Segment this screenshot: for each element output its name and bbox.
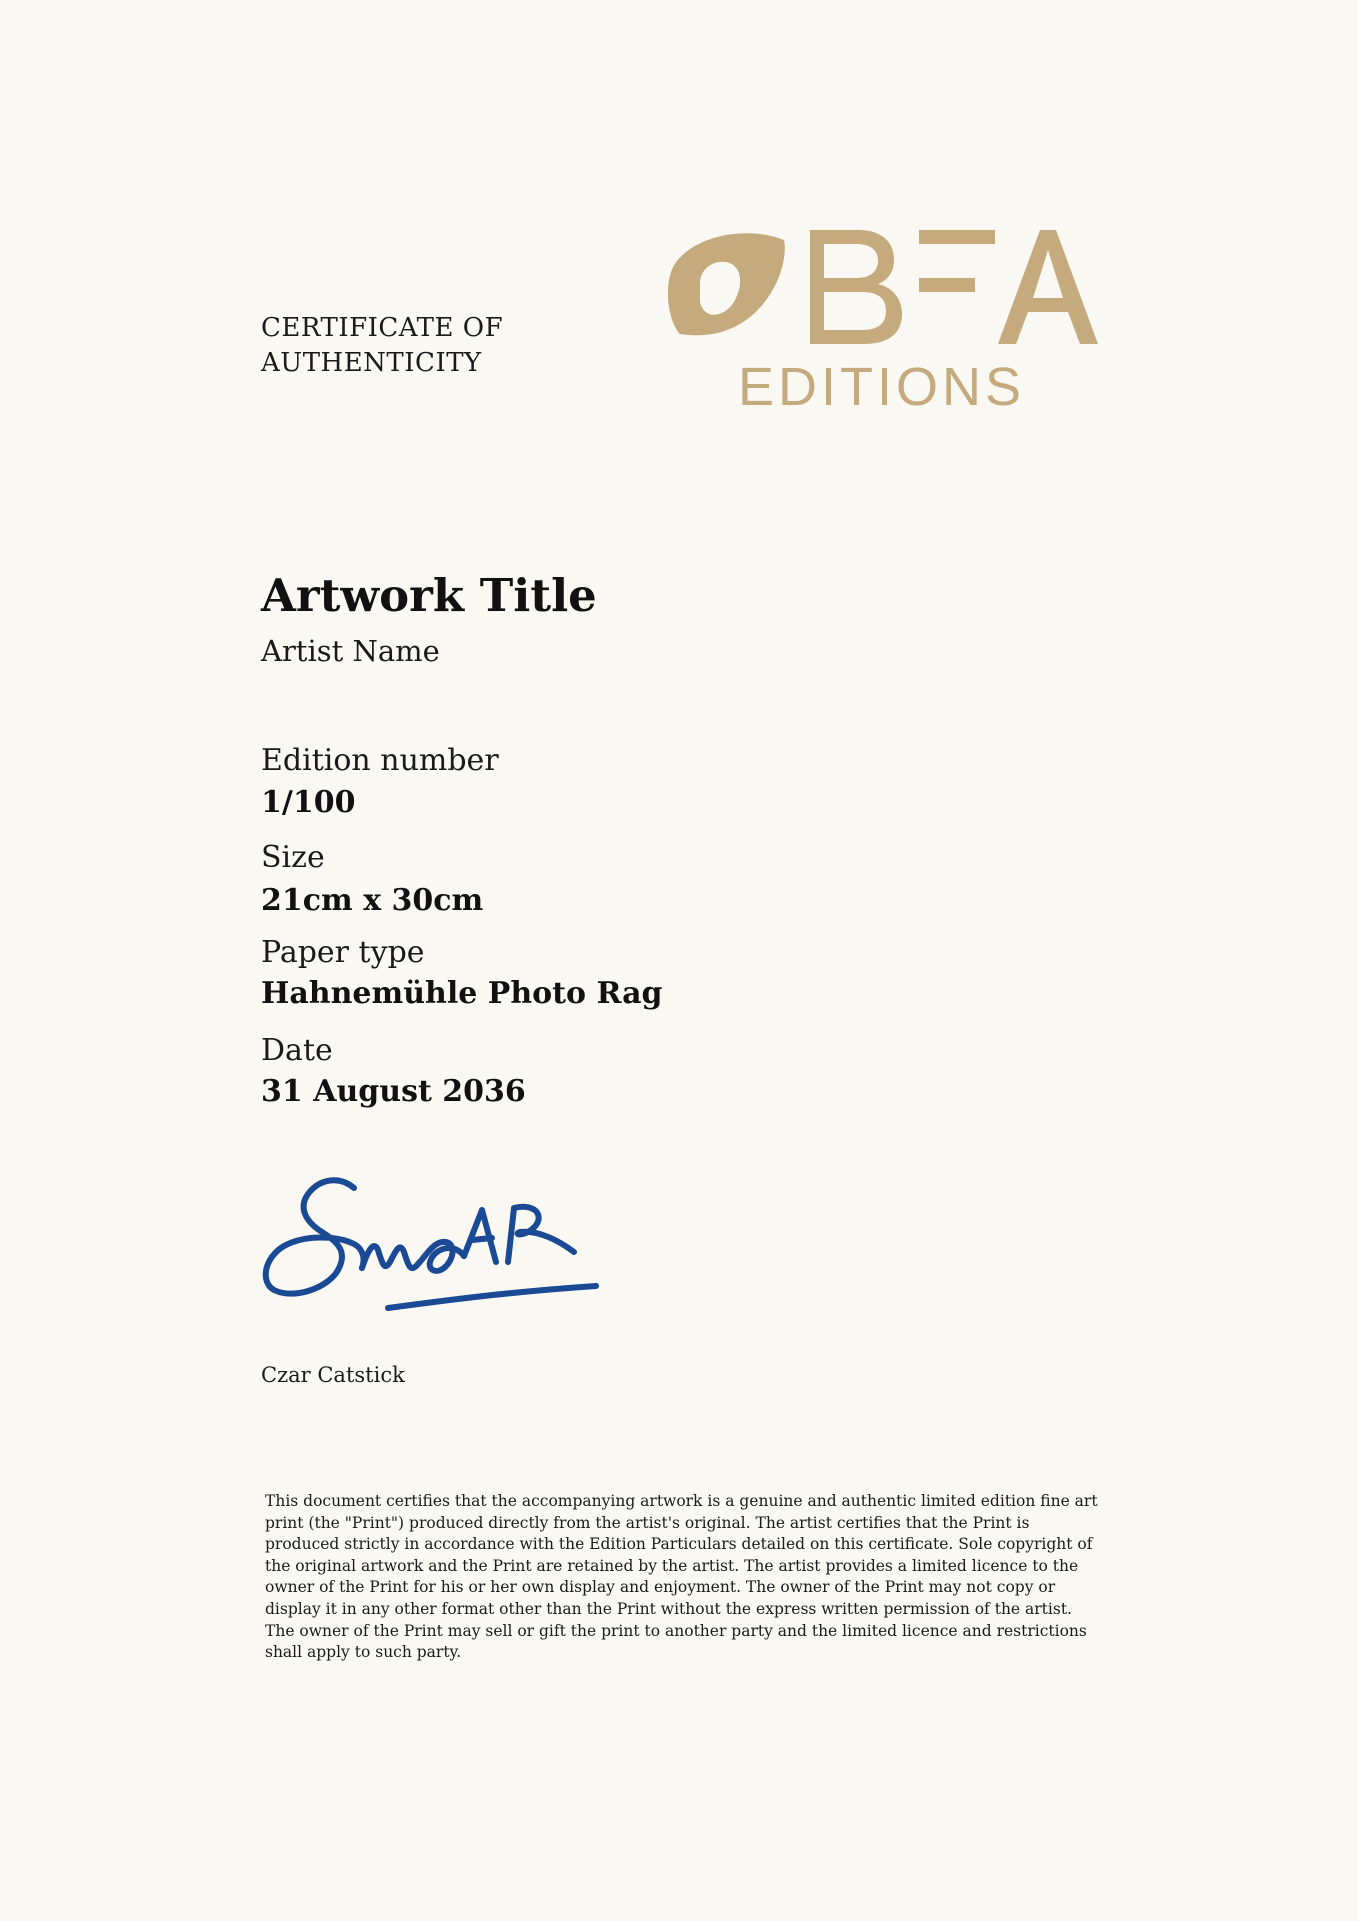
artwork-title: Artwork Title (261, 569, 597, 622)
certificate-heading-line1: CERTIFICATE OF (261, 313, 504, 343)
size-value: 21cm x 30cm (261, 883, 484, 918)
paper-type-label: Paper type (261, 935, 425, 970)
logo-letter-b (810, 230, 902, 344)
date-value: 31 August 2036 (261, 1074, 526, 1109)
logo-editions-text: EDITIONS (738, 357, 1026, 414)
certificate-heading-line2: AUTHENTICITY (261, 348, 482, 378)
artist-name: Artist Name (261, 634, 440, 668)
certificate-heading (261, 311, 503, 381)
edition-number-label: Edition number (261, 743, 499, 778)
date-label: Date (261, 1033, 333, 1068)
size-label: Size (261, 840, 325, 875)
legal-statement: This document certifies that the accompanying artwork is a genuine and authentic limited edition fine art print (the "Print") produced directly from the artist's original. The artist certifies that the Print is produced strictly in accordance with the Edition Particulars detailed on this certificate. Sole copyright of the original artwork and the Print are retained by the artist. The artist provides a limited licence to the owner of the Print for his or her own display and enjoyment. The owner of the Print may not copy or display it in any other format other than the Print without the express written permission of the artist. The owner of the Print may sell or gift the print to another party and the limited licence and restrictions shall apply to such party. (265, 1492, 1098, 1662)
logo-letter-a (998, 230, 1098, 344)
edition-number-value: 1/100 (261, 785, 356, 820)
signer-name: Czar Catstick (261, 1363, 405, 1387)
bfa-editions-logo (662, 222, 1102, 414)
eye-emblem-icon (668, 233, 785, 335)
artist-signature (258, 1170, 658, 1320)
paper-type-value: Hahnemühle Photo Rag (261, 976, 663, 1011)
